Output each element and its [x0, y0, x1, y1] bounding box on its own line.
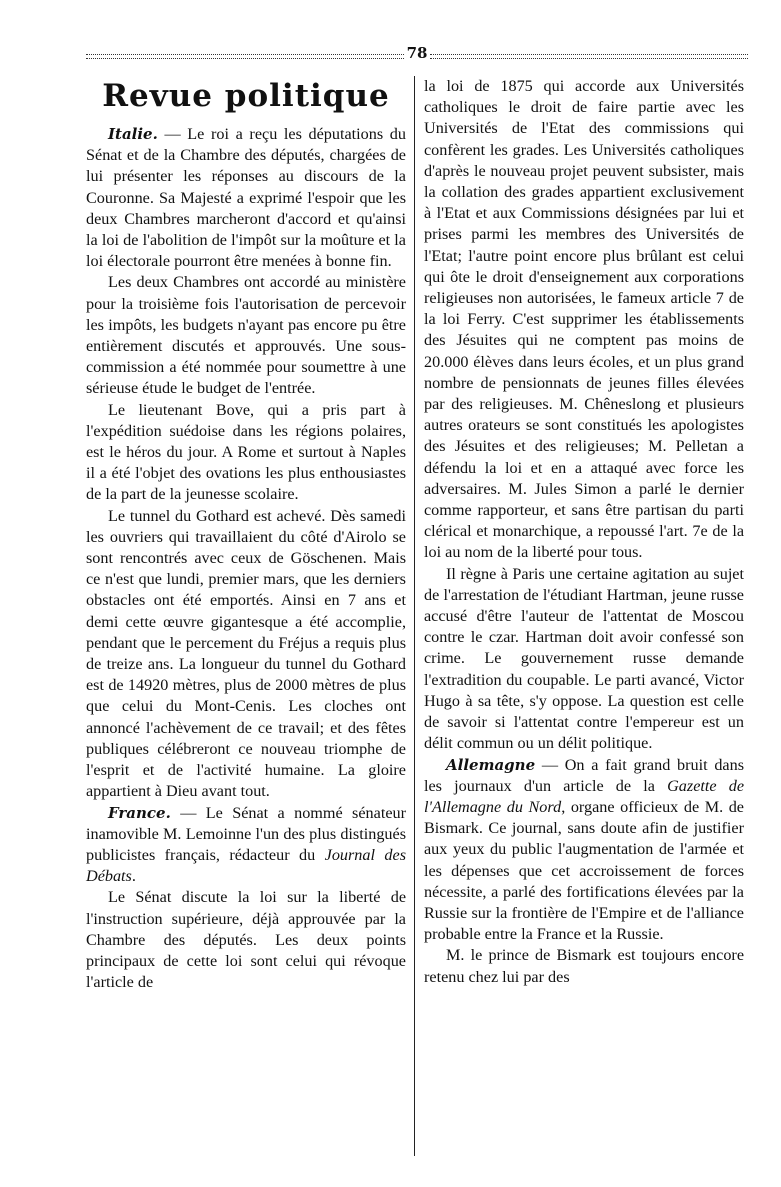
paragraph-france-3: la loi de 1875 qui accorde aux Universités catholiques le droit de faire partie avec les Universités de l'Etat des commissions qui confèrent les grades. Les Universités catholiques d'après le nouveau projet peuvent subsister, mais la collation des grades appartient exclusivement à l'Etat et aux Commissions désignées par lui et prises parmi les membres des Universités de l'Etat; l'autre point encore plus brûlant est celui qui ôte le droit d'enseignement aux corporations religieuses non autorisées, le fameux article 7 de la loi Ferry. C'est supprimer les établissements des Jésuites qui ne comptent pas moins de 20.000 élèves dans leurs écoles, et un plus grand nombre de pensionnats de jeunes filles élevées par des religieuses. M. Chêneslong et plusieurs autres orateurs se sont constitués les apologistes des Jésuites et des religieuses; M. Pelletan a défendu la loi et en a attaqué avec force les adversaires. M. Jules Simon a parlé le dernier comme rapporteur, et sans être partisan du parti clérical et monarchique, a repoussé l'art. 7e de la loi au nom de la liberté pour tous.: [424, 77, 744, 562]
header-rule-left: [86, 54, 404, 59]
paragraph-allemagne-1: [424, 755, 744, 946]
page-number: 78: [406, 44, 428, 62]
section-title: Revue politique: [102, 78, 390, 114]
paragraph-italie-2: Les deux Chambres ont accordé au ministère pour la troisième fois l'autorisation de percevoir les impôts, les budgets n'ayant pas encore pu être entièrement discutés et approuvés. Une sous-commission a été nommée pour soumettre à une sérieuse étude le budget de l'entrée.: [86, 273, 406, 398]
country-heading-allemagne: Allemagne: [446, 755, 536, 774]
paragraph-text: , organe officieux de M. de Bismark. Ce journal, sans doute afin de justifier aux yeux du public l'augmentation de l'armée et les dépenses que cet accroissement de forces nécessite, a parlé des fortifications élevées par la Russie sur la frontière de l'Empire et de l'alliance probable entre la France et la Russie.: [424, 797, 744, 944]
header-rule-right: [430, 54, 748, 59]
journal-title: Gazette de l'Allemagne du Nord: [424, 776, 744, 816]
paragraph-france-1: [86, 803, 406, 888]
paragraph-text: — On a fait grand bruit dans les journaux d'un article de la: [424, 755, 744, 795]
page-header: [86, 44, 748, 64]
paragraph-allemagne-2: M. le prince de Bismark est toujours encore retenu chez lui par des: [424, 946, 744, 986]
paragraph-text: .: [131, 867, 136, 886]
country-heading-italie: Italie.: [108, 125, 158, 143]
paragraph-france-2: Le Sénat discute la loi sur la liberté de l'instruction supérieure, déjà approuvée par la Chambre des députés. Les deux points principaux de cette loi sont celui qui révoque l'article de: [86, 888, 406, 992]
paragraph-italie-1: [86, 124, 406, 272]
paragraph-italie-3: Le lieutenant Bove, qui a pris part à l'expédition suédoise dans les régions polaires, est le héros du jour. A Rome et surtout à Naples il a été l'objet des ovations les plus enthousiastes de la part de la jeunesse scolaire.: [86, 400, 406, 504]
paragraph-france-4: Il règne à Paris une certaine agitation au sujet de l'arrestation de l'étudiant Hartman, jeune russe accusé d'être l'auteur de l'attentat de Moscou contre le czar. Hartman doit avoir confessé son crime. Le gouvernement russe demande l'extradition du coupable. Le parti avancé, Victor Hugo à sa tête, s'y oppose. La question est celle de savoir si l'attentat contre l'empereur est un délit commun ou un délit politique.: [424, 564, 744, 753]
column-divider: [414, 76, 415, 1156]
paragraph-italie-4: Le tunnel du Gothard est achevé. Dès samedi les ouvriers qui travaillaient du côté d'Airolo se sont rencontrés avec ceux de Göschenen. Mais ce n'est que lundi, premier mars, que les derniers obstacles ont été emportés. Ainsi en 7 ans et demi cette œuvre gigantesque a été accomplie, pendant que le percement du Fréjus a requis plus de treize ans. La longueur du tunnel du Gothard est de 14920 mètres, plus de 2000 mètres de plus que celui du Mont-Cenis. Les cloches ont annoncé l'achèvement de ce travail; et des fêtes publiques célébreront ce nouveau triomphe de l'esprit et de l'activité humaine. La gloire appartient à Dieu avant tout.: [86, 506, 406, 801]
journal-title: Journal des Débats: [86, 845, 407, 886]
left-column: [86, 76, 406, 993]
right-column: [424, 76, 744, 988]
paragraph-text: — Le roi a reçu les députations du Sénat et de la Chambre des députés, chargées de lui présenter les réponses au discours de la Couronne. Sa Majesté a exprimé l'espoir que les deux Chambres marcheront d'accord et qu'ainsi la loi de l'abolition de l'impôt sur la moûture et la loi électorale pourront être menées à bonne fin.: [86, 125, 406, 271]
paragraph-text: — Le Sénat a nommé sénateur inamovible M. Lemoinne l'un des plus distingués publicistes français, rédacteur du: [86, 803, 406, 864]
country-heading-france: France.: [108, 803, 171, 822]
